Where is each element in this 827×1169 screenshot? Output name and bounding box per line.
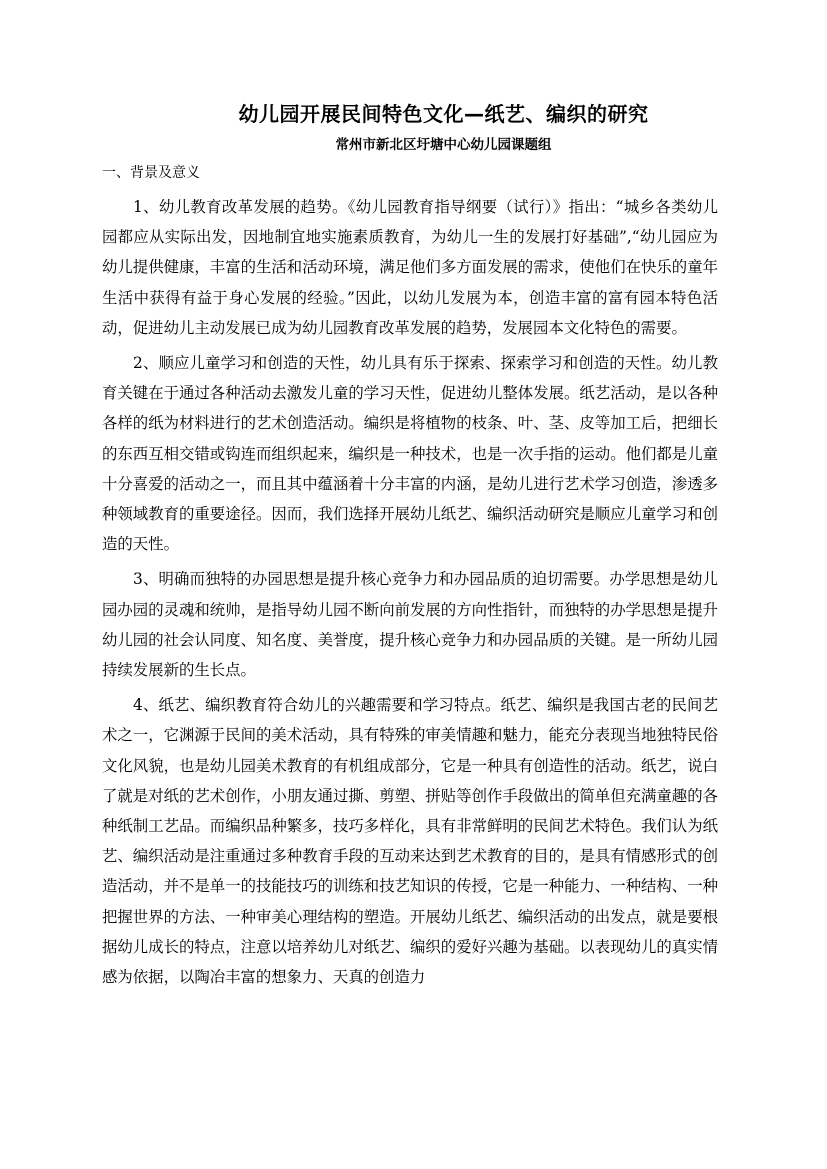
paragraph-3: 3、明确而独特的办园思想是提升核心竞争力和办园品质的迫切需要。办学思想是幼儿园办园的灵魂和统帅，是指导幼儿园不断向前发展的方向性指针，而独特的办学思想是提升幼儿园的社会认同度、知名度、美誉度，提升核心竞争力和办园品质的关键。是一所幼儿园持续发展新的生长点。 [102, 570, 718, 680]
document-body [102, 192, 718, 997]
document-title: 幼儿园开展民间特色文化—纸艺、编织的研究 [238, 102, 649, 126]
paragraph-4: 4、纸艺、编织教育符合幼儿的兴趣需要和学习特点。纸艺、编织是我国古老的民间艺术之一，它渊源于民间的美术活动，具有特殊的审美情趣和魅力，能充分表现当地独特民俗文化风貌，也是幼儿园美术教育的有机组成部分，它是一种具有创造性的活动。纸艺，说白了就是对纸的艺术创作，小朋友通过撕、剪塑、拼贴等创作手段做出的简单但充满童趣的各种纸制工艺品。而编织品种繁多，技巧多样化，具有非常鲜明的民间艺术特色。我们认为纸艺、编织活动是注重通过多种教育手段的互动来达到艺术教育的目的，是具有情感形式的创造活动，并不是单一的技能技巧的训练和技艺知识的传授，它是一种能力、一种结构、一种把握世界的方法、一种审美心理结构的塑造。开展幼儿纸艺、编织活动的出发点，就是要根据幼儿成长的特点，注意以培养幼儿对纸艺、编织的爱好兴趣为基础。以表现幼儿的真实情感为依据，以陶冶丰富的想象力、天真的创造力 [102, 696, 718, 987]
paragraph-2: 2、顺应儿童学习和创造的天性，幼儿具有乐于探索、探索学习和创造的天性。幼儿教育关键在于通过各种活动去激发儿童的学习天性，促进幼儿整体发展。纸艺活动，是以各种各样的纸为材料进行的艺术创造活动。编织是将植物的枝条、叶、茎、皮等加工后，把细长的东西互相交错或钩连而组织起来，编织是一种技术，也是一次手指的运动。他们都是儿童十分喜爱的活动之一，而且其中蕴涵着十分丰富的内涵，是幼儿进行艺术学习创造，渗透多种领域教育的重要途径。因而，我们选择开展幼儿纸艺、编织活动研究是顺应儿童学习和创造的天性。 [102, 354, 718, 554]
paragraph-1: 1、幼儿教育改革发展的趋势。《幼儿园教育指导纲要（试行）》指出：“城乡各类幼儿园都应从实际出发，因地制宜地实施素质教育，为幼儿一生的发展打好基础”,“幼儿园应为幼儿提供健康，丰富的生活和活动环境，满足他们多方面发展的需求，使他们在快乐的童年生活中获得有益于身心发展的经验。”因此，以幼儿发展为本，创造丰富的富有园本特色活动，促进幼儿主动发展已成为幼儿园教育改革发展的趋势，发展园本文化特色的需要。 [102, 198, 718, 337]
document-subtitle: 常州市新北区圩塘中心幼儿园课题组 [335, 137, 552, 153]
section-heading: 一、背景及意义 [102, 165, 200, 181]
